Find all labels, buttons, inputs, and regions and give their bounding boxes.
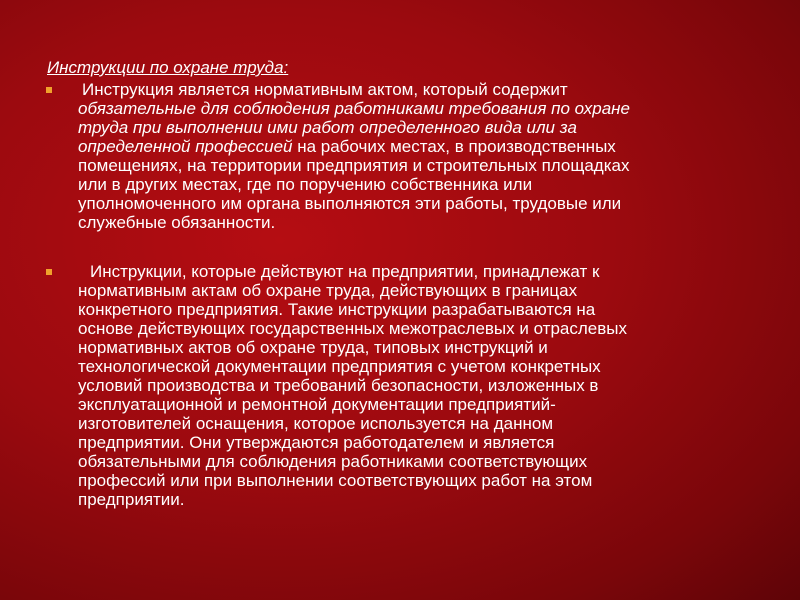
list-item-text (78, 80, 778, 232)
text-line: помещениях, на территории предприятия и строительных площадках (78, 156, 630, 175)
text-line: конкретного предприятия. Такие инструкции разрабатываются на (78, 300, 596, 319)
text-line: Инструкции, которые действуют на предприятии, принадлежат к (90, 262, 600, 281)
text-line: эксплуатационной и ремонтной документации предприятий- (78, 395, 556, 414)
text-line: предприятии. (78, 490, 185, 509)
text-line: обязательные для соблюдения работниками требования по охране (78, 99, 630, 118)
text-line: нормативных актов об охране труда, типовых инструкций и (78, 338, 548, 357)
list-item-text (78, 262, 778, 509)
text-regular-part: на рабочих местах, в производственных (292, 137, 616, 156)
text-line: профессий или при выполнении соответствующих работ на этом (78, 471, 593, 490)
slide-heading: Инструкции по охране труда: (47, 58, 289, 77)
text-line: служебные обязанности. (78, 213, 276, 232)
text-line: основе действующих государственных межотраслевых и отраслевых (78, 319, 627, 338)
text-line: или в других местах, где по поручению собственника или (78, 175, 533, 194)
text-line: изготовителей оснащения, которое используется на данном (78, 414, 554, 433)
text-line: предприятии. Они утверждаются работодателем и является (78, 433, 555, 452)
text-line (78, 137, 778, 156)
text-line: труда при выполнении ими работ определенного вида или за (78, 118, 577, 137)
text-line: Инструкция является нормативным актом, который содержит (82, 80, 568, 99)
square-bullet-icon (46, 269, 52, 275)
text-line: обязательными для соблюдения работниками соответствующих (78, 452, 588, 471)
square-bullet-icon (46, 87, 52, 93)
text-italic-part: определенной профессией (78, 137, 293, 156)
text-line: технологической документации предприятия с учетом конкретных (78, 357, 601, 376)
text-line: условий производства и требований безопасности, изложенных в (78, 376, 599, 395)
text-line: нормативным актам об охране труда, действующих в границах (78, 281, 578, 300)
text-line: уполномоченного им органа выполняются эти работы, трудовые или (78, 194, 622, 213)
